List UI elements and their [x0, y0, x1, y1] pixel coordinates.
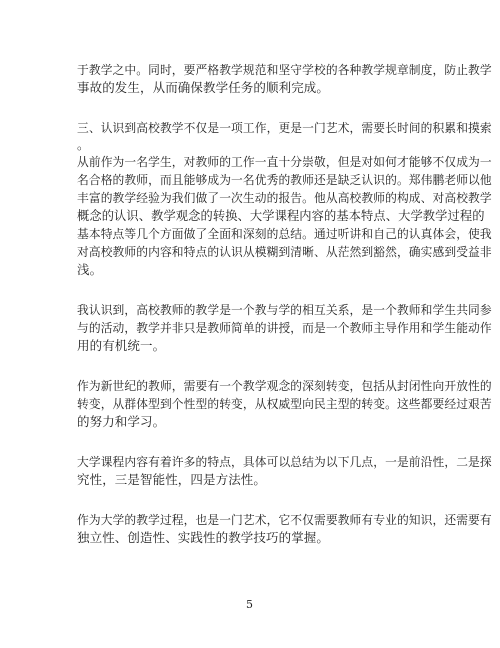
text-line: 于教学之中。同时，要严格教学规范和坚守学校的各种教学规章制度，防止教学 — [77, 63, 492, 77]
page-number: 5 — [246, 598, 253, 611]
text-line: 作为新世纪的教师，需要有一个教学观念的深刻转变，包括从封闭性向开放性的 — [77, 379, 492, 393]
text-line: 名合格的教师，而且能够成为一名优秀的教师还是缺乏认识的。郑伟鹏老师以他 — [77, 173, 492, 187]
section-heading: 三、认识到高校教学不仅是一项工作，更是一门艺术，需要长时间的积累和摸索 — [77, 121, 492, 135]
text-line: 我认识到，高校教师的教学是一个教与学的相互关系，是一个教师和学生共同参 — [77, 303, 492, 317]
text-line: 。 — [77, 137, 90, 152]
text-line: 基本特点等几个方面做了全面和深刻的总结。通过听讲和自己的认真体会，使我 — [77, 227, 492, 241]
text-line: 作为大学的教学过程，也是一门艺术，它不仅需要教师有专业的知识，还需要有 — [77, 513, 492, 527]
text-line: 的努力和学习。 — [77, 414, 166, 429]
text-line: 概念的认识、教学观念的转换、大学课程内容的基本特点、大学教学过程的 — [77, 209, 485, 223]
text-line: 转变，从群体型到个性型的转变，从权威型向民主型的转变。这些都要经过艰苦 — [77, 397, 492, 411]
text-line: 从前作为一名学生，对教师的工作一直十分崇敬，但是对如何才能够不仅成为一 — [77, 155, 492, 169]
text-line: 与的活动，教学并非只是教师简单的讲授，而是一个教师主导作用和学生能动作 — [77, 321, 492, 335]
text-line: 丰富的教学经验为我们做了一次生动的报告。他从高校教师的构成、对高校教学 — [77, 191, 492, 205]
text-line: 大学课程内容有着许多的特点，具体可以总结为以下几点，一是前沿性，二是探 — [77, 455, 492, 469]
text-line: 独立性、创造性、实践性的教学技巧的掌握。 — [77, 530, 330, 545]
text-line: 事故的发生，从而确保教学任务的顺利完成。 — [77, 80, 330, 95]
text-line: 用的有机统一。 — [77, 338, 166, 353]
text-line: 究性，三是智能性，四是方法性。 — [77, 472, 267, 487]
text-line: 浅。 — [77, 262, 103, 277]
text-line: 对高校教师的内容和特点的认识从模糊到清晰、从茫然到豁然，确实感到受益非 — [77, 245, 492, 259]
